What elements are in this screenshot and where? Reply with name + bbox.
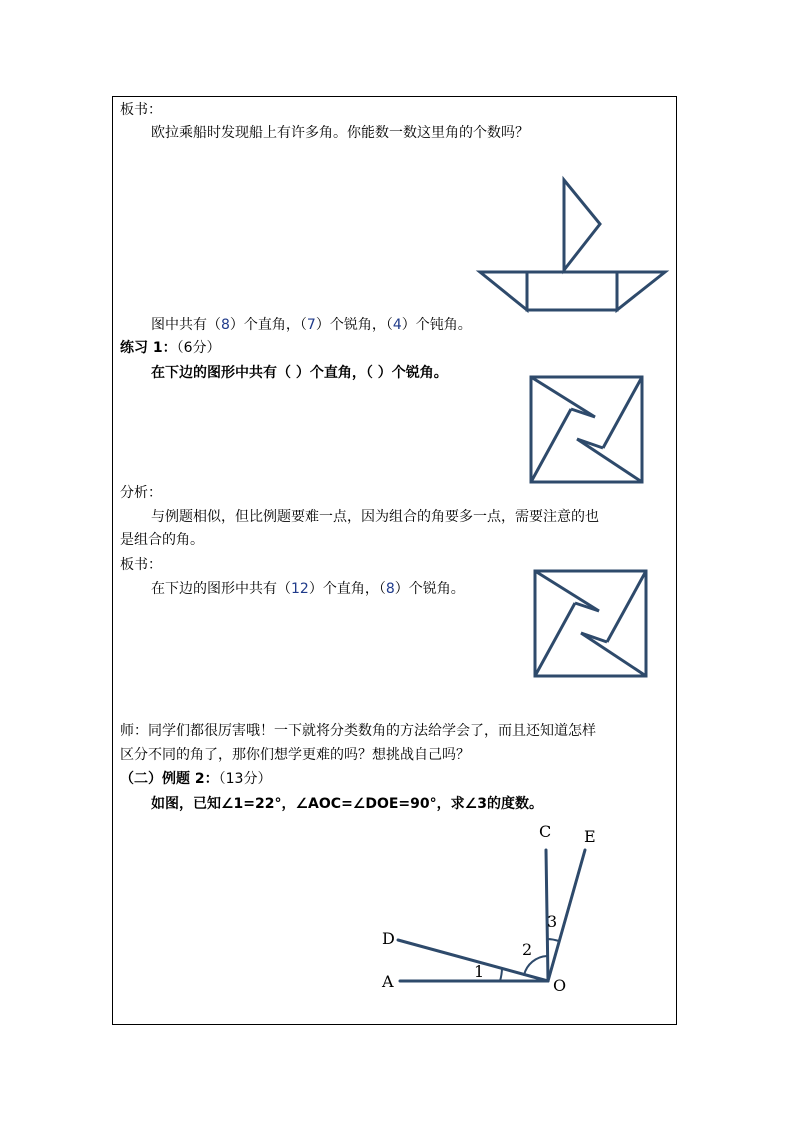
acute-angle-count-2: 8 (385, 581, 395, 597)
boat-hull-rect (527, 272, 617, 310)
label-angle-2: 2 (522, 940, 533, 959)
teacher-line1: 师：同学们都很厉害哦！一下就将分类数角的方法给学会了，而且还知道怎样 (120, 723, 596, 739)
acute-angle-count: 7 (306, 317, 316, 333)
label-C: C (539, 822, 552, 841)
analysis-line1: 与例题相似，但比例题要难一点，因为组合的角要多一点，需要注意的也 (151, 509, 599, 525)
label-D: D (382, 929, 395, 948)
board-label-2: 板书： (120, 557, 162, 573)
example2-heading: （二）例题 2：（13分） (120, 771, 272, 787)
angle-1-arc (500, 968, 502, 981)
boat-question: 欧拉乘船时发现船上有许多角。你能数一数这里角的个数吗？ (151, 125, 529, 141)
angle-figure (370, 815, 620, 1000)
boat-right-triangle (617, 272, 665, 310)
analysis-label: 分析： (120, 485, 162, 501)
label-E: E (584, 827, 596, 846)
boat-answer: 图中共有（8）个直角，（7）个锐角，（4）个钝角。 (151, 317, 472, 333)
exercise1-heading: 练习 1：（6分） (120, 340, 221, 356)
label-angle-1: 1 (474, 962, 485, 981)
pinwheel-answer: 在下边的图形中共有（12）个直角，（8）个锐角。 (151, 581, 465, 597)
obtuse-angle-count: 4 (392, 317, 402, 333)
pinwheel-square-figure-2 (532, 568, 650, 680)
label-A: A (382, 972, 394, 991)
teacher-line2: 区分不同的角了，那你们想学更难的吗？想挑战自己吗？ (120, 747, 470, 763)
board-label: 板书： (120, 102, 162, 118)
boat-figure (470, 170, 675, 318)
analysis-line2: 是组合的角。 (120, 532, 204, 548)
pinwheel-square-figure-1 (528, 374, 646, 486)
exercise1-prompt: 在下边的图形中共有（ ）个直角，（ ）个锐角。 (151, 365, 448, 381)
right-angle-count: 8 (221, 317, 230, 333)
label-O: O (553, 976, 567, 995)
example2-prompt: 如图，已知∠1=22°，∠AOC=∠DOE=90°，求∠3的度数。 (151, 796, 543, 812)
label-angle-3: 3 (547, 912, 558, 931)
boat-sail (564, 180, 600, 270)
right-angle-count-2: 12 (291, 581, 309, 597)
boat-left-triangle (480, 272, 527, 310)
